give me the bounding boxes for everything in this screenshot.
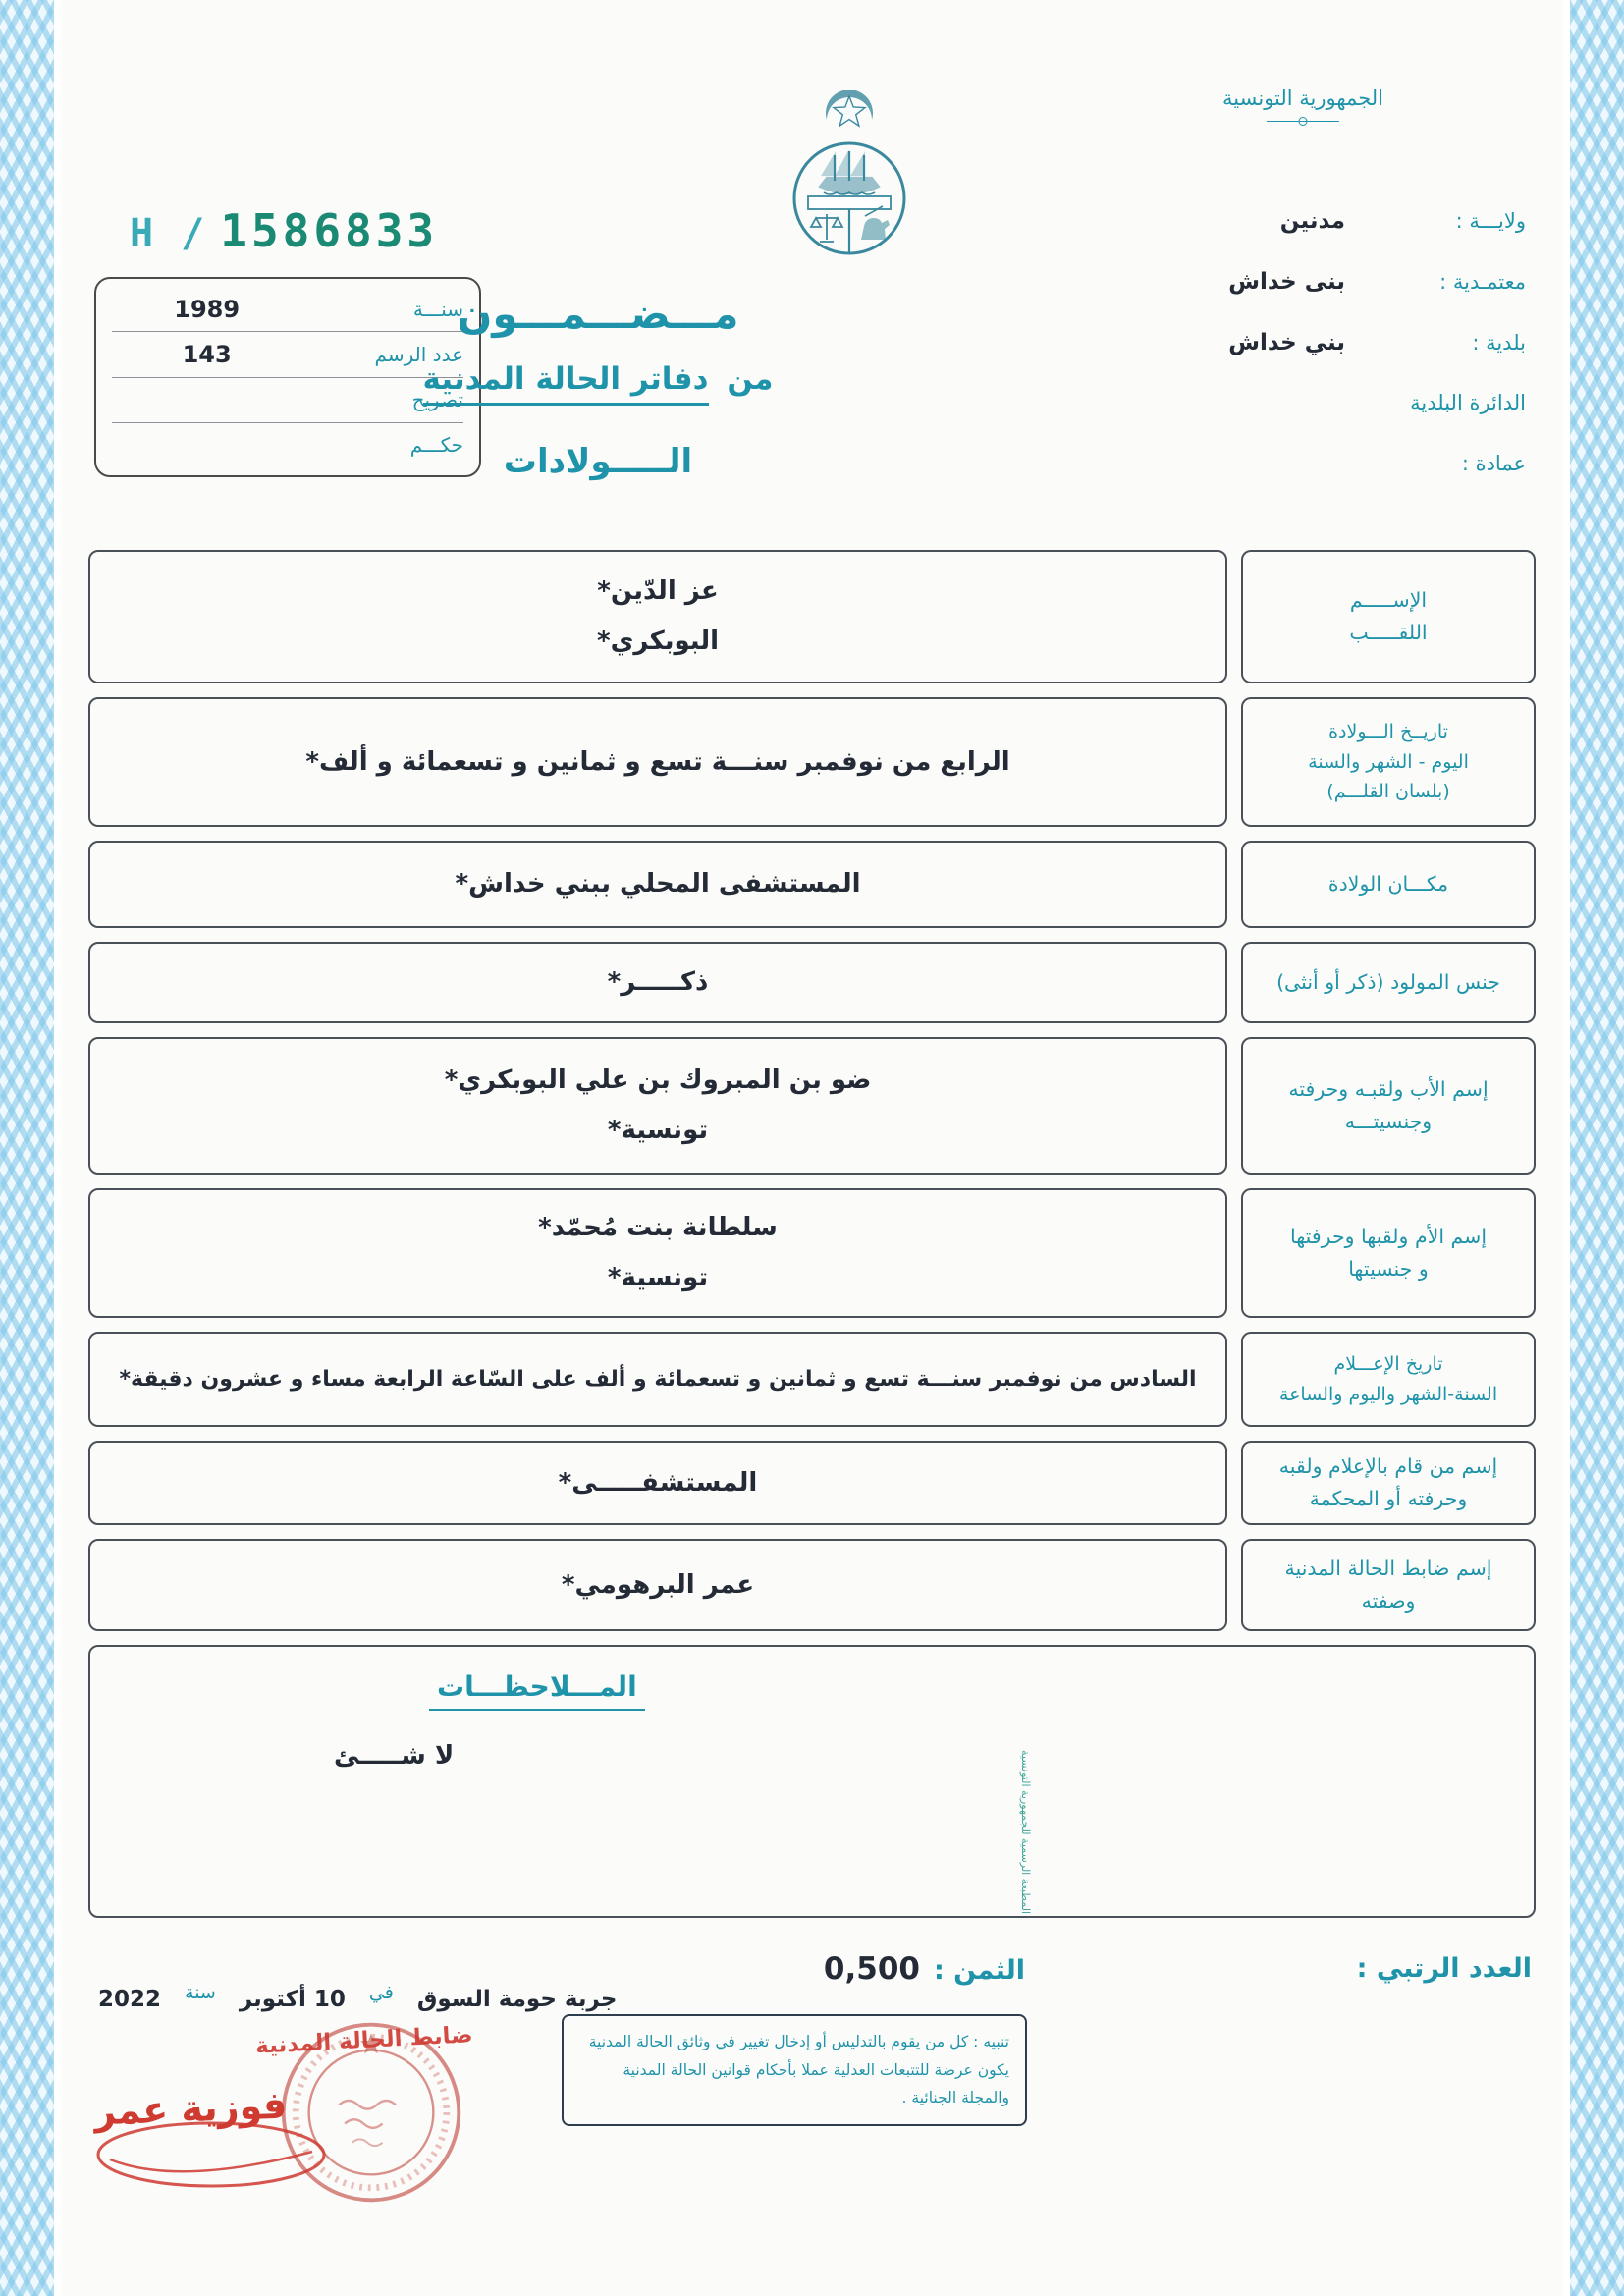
price-value: 0,500 (823, 1951, 920, 1987)
warning-notice: تنبيه : كل من يقوم بالتدليس أو إدخال تغيير في وثائق الحالة المدنية يكون عرضة للتتبعات العدلية عملا بأحكام قوانين الحالة المدنية والمجلة الجنائية . (562, 2014, 1027, 2126)
officer-stamp-name: فوزية عمر (93, 2083, 288, 2134)
serial-number (130, 204, 438, 257)
label-line: إسم من قام بالإعلام ولقبه (1278, 1454, 1498, 1479)
judgment-label: حكـــم (409, 433, 463, 458)
label-line: إسم الأب ولقبـه وحرفته (1288, 1077, 1489, 1102)
decorative-border-left (0, 0, 61, 2296)
label-line: وصفته (1361, 1589, 1416, 1613)
label-line: (بلسان القلـــم) (1326, 781, 1450, 803)
act-number-value: 143 (182, 340, 232, 368)
ordinal-number-label: العدد الرتبي : (1356, 1953, 1532, 1984)
observations-title: المـــلاحظـــات (429, 1670, 645, 1711)
title-line2-underlined: دفاتر الحالة المدنية (423, 361, 709, 406)
sex-field-label (1241, 942, 1536, 1023)
value-line: تونسية* (607, 1116, 709, 1145)
table-row-father (88, 1037, 1536, 1175)
name-field-label (1241, 550, 1536, 683)
issue-day-month: 10 أكتوبر (239, 1987, 346, 2012)
label-line: مكـــان الولادة (1327, 872, 1449, 897)
officer-field-label (1241, 1539, 1536, 1631)
delegation-value: بنى خداش (1228, 269, 1345, 295)
footer (88, 1943, 1536, 2289)
value-line: عز الدّين* (597, 576, 719, 606)
table-row-declarant (88, 1441, 1536, 1525)
label-line: اليوم - الشهر والسنة (1308, 750, 1469, 773)
title-line3: الـــــولادات (503, 442, 693, 481)
mother-field-label (1241, 1188, 1536, 1318)
label-line: تاريــخ الـــولادة (1328, 721, 1448, 743)
label-line: و جنسيتها (1348, 1257, 1429, 1281)
republic-text: الجمهورية التونسية (1222, 86, 1383, 110)
value-line: الرابع من نوفمبر سنـــة تسع و ثمانين و تسعمائة و ألف* (305, 746, 1010, 777)
wilaya-value: مدنين (1279, 208, 1345, 234)
mother-field-value (88, 1188, 1227, 1318)
date-prefix-label: في (368, 1982, 394, 2003)
sex-field-value (88, 942, 1227, 1023)
value-line: عمر البرهومي* (561, 1569, 755, 1600)
year-value: 1989 (174, 295, 241, 323)
year-label: سنـــة (412, 297, 463, 321)
stamps-area (88, 1943, 550, 2289)
republic-title (1222, 86, 1383, 122)
omda-row (1197, 452, 1526, 513)
table-row-birth-date (88, 697, 1536, 827)
table-row-declaration-date (88, 1332, 1536, 1427)
title-line2 (366, 361, 830, 397)
issue-year: 2022 (98, 1987, 162, 2012)
title-line2-prefix: من (727, 361, 774, 397)
price (824, 1951, 1025, 1987)
label-line: اللقـــــب (1349, 621, 1428, 644)
birth-date-field-value (88, 697, 1227, 827)
birth-date-field-label (1241, 697, 1536, 827)
municipality-row (1197, 330, 1526, 391)
district-label: الدائرة البلدية (1410, 391, 1526, 414)
value-line: سلطانة بنت مُحمّد* (538, 1213, 778, 1242)
title-line1: مـــضـــمـــون (457, 290, 739, 338)
officer-stamp-title: ضابط الحالة المدنية (254, 2022, 474, 2059)
declaration-date-field-label (1241, 1332, 1536, 1427)
municipality-label: بلدية : (1472, 331, 1526, 355)
label-line: وجنسيتـــه (1344, 1110, 1433, 1133)
label-line: إسم الأم ولقبها وحرفتها (1289, 1225, 1488, 1249)
delegation-row (1197, 269, 1526, 330)
name-field-value (88, 550, 1227, 683)
official-printer-mark: المطبعة الرسمية للجمهورية التونسية (1019, 1750, 1032, 1915)
municipality-value: بني خداش (1228, 330, 1345, 355)
value-line: المستشفى المحلي ببني خداش* (455, 869, 861, 899)
observations-value: لا شـــــئ (334, 1741, 455, 1771)
value-line: تونسية* (607, 1263, 709, 1292)
label-line: الإســـــم (1349, 588, 1428, 613)
table-row-sex (88, 942, 1536, 1023)
table-row-birth-place (88, 841, 1536, 928)
declarant-field-value (88, 1441, 1227, 1525)
father-field-label (1241, 1037, 1536, 1175)
label-line: إسم ضابط الحالة المدنية (1284, 1557, 1492, 1581)
document-content (88, 0, 1536, 2289)
value-line: السادس من نوفمبر سنـــة تسع و ثمانين و تسعمائة و ألف على السّاعة الرابعة مساء و عشرون دقيقة* (119, 1367, 1197, 1392)
serial-prefix: H / (130, 211, 207, 256)
table-row-name (88, 550, 1536, 683)
birth-place-field-label (1241, 841, 1536, 928)
decorative-border-right (1563, 0, 1624, 2296)
price-label: الثمن : (933, 1955, 1025, 1986)
issue-place: جربة حومة السوق (416, 1987, 618, 2012)
declaration-label: تصريح (411, 388, 463, 412)
label-line: جنس المولود (ذكر أو أنثى) (1276, 970, 1500, 995)
declaration-date-field-value (88, 1332, 1227, 1427)
act-number-label: عدد الرسم (374, 342, 463, 366)
flourish-ornament (1267, 116, 1339, 122)
birth-place-field-value (88, 841, 1227, 928)
tunisia-coat-of-arms-icon (781, 90, 918, 267)
document-title (366, 290, 830, 481)
omda-label: عمادة : (1461, 452, 1526, 475)
table-row-mother (88, 1188, 1536, 1318)
value-line: ضو بن المبروك بن علي البوبكري* (444, 1066, 872, 1095)
declarant-field-label (1241, 1441, 1536, 1525)
value-line: ذكـــــر* (607, 967, 709, 997)
father-field-value (88, 1037, 1227, 1175)
year-prefix-label: سنة (185, 1982, 216, 2003)
value-line: البوبكري* (596, 627, 720, 656)
wilaya-label: ولايـــة : (1455, 209, 1526, 233)
location-block (1197, 208, 1526, 513)
value-line: المستشفـــــى* (558, 1467, 758, 1498)
label-line: السنة-الشهر واليوم والساعة (1278, 1383, 1498, 1405)
header (88, 0, 1536, 550)
delegation-label: معتمـدية : (1439, 270, 1526, 294)
table-row-officer (88, 1539, 1536, 1631)
wilaya-row (1197, 208, 1526, 269)
observations-box (88, 1645, 1536, 1918)
serial-digits: 1586833 (220, 204, 439, 257)
label-line: تاريخ الإعـــلام (1333, 1353, 1443, 1375)
label-line: وحرفته أو المحكمة (1309, 1487, 1468, 1510)
officer-field-value (88, 1539, 1227, 1631)
district-row (1197, 391, 1526, 452)
